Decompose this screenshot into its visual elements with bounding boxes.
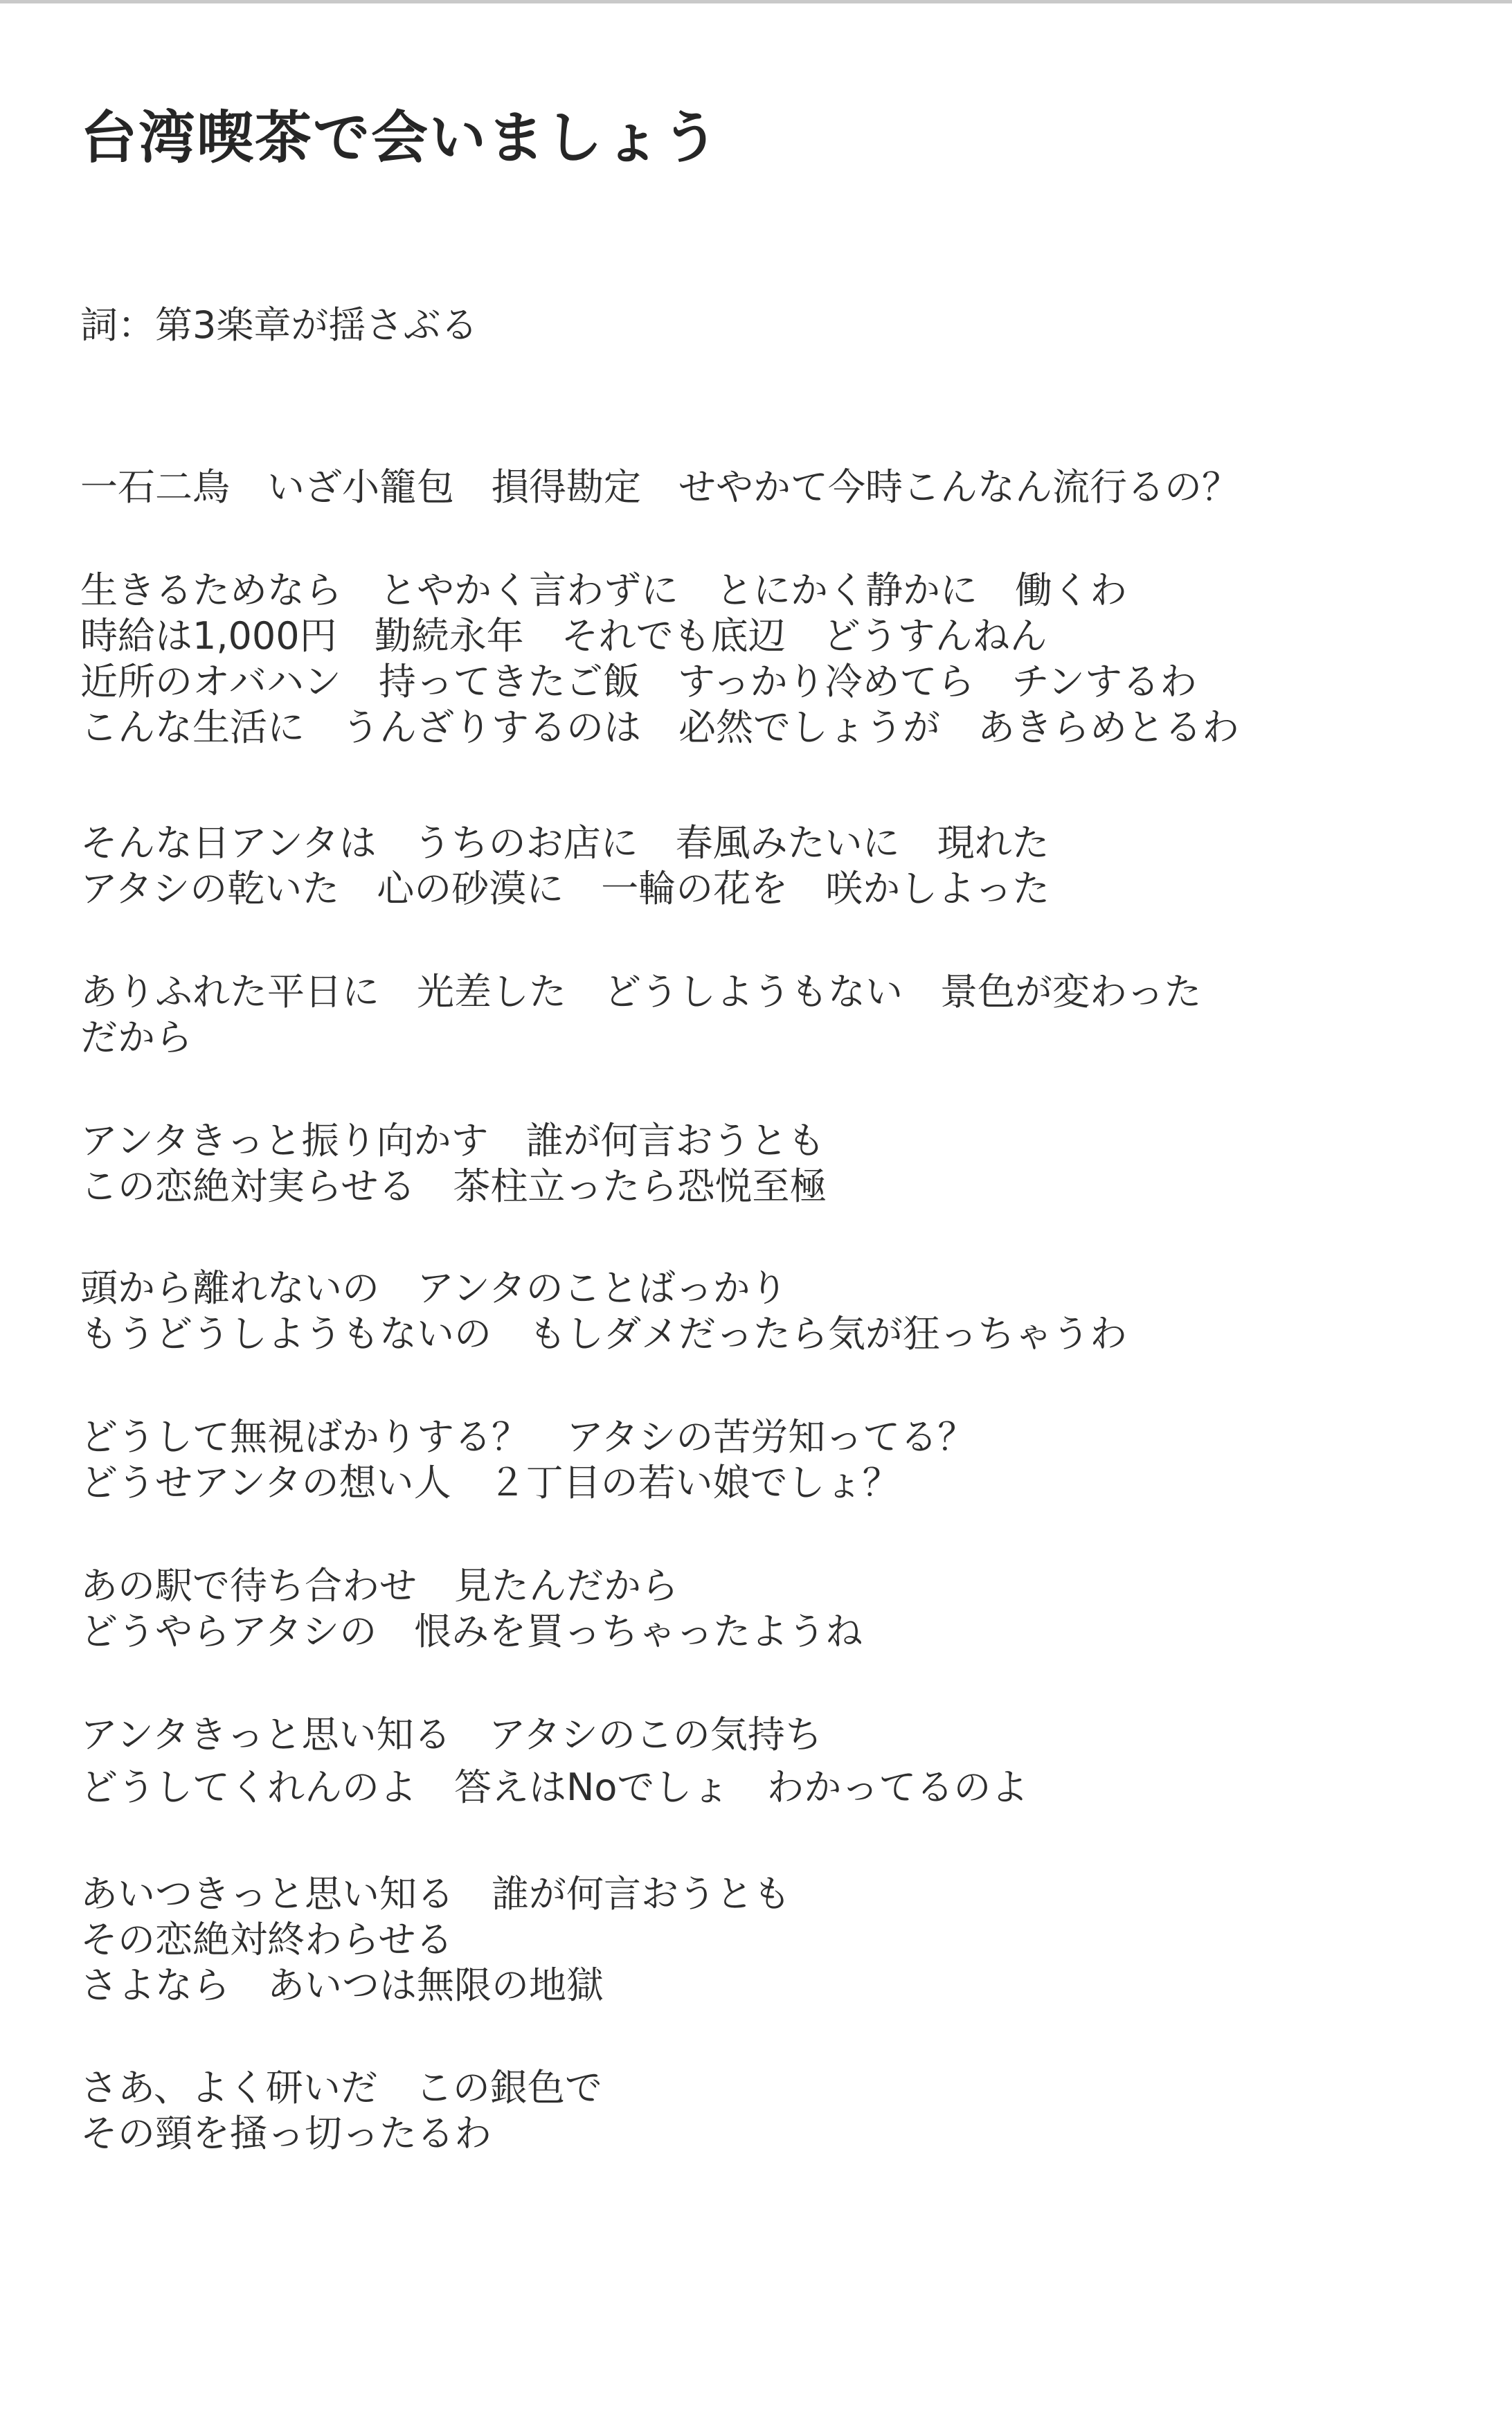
lyric-line: だから — [80, 1016, 192, 1059]
lyric-stanza — [80, 1266, 1127, 1357]
lyric-line: どうして無視ばかりする？ アタシの苦労知ってる？ — [80, 1415, 975, 1459]
lyric-line: アンタきっと振り向かす 誰が何言おうとも — [80, 1119, 825, 1162]
lyric-line: どうせアンタの想い人 ２丁目の若い娘でしょ？ — [80, 1461, 900, 1504]
lyric-line: あの駅で待ち合わせ 見たんだから — [80, 1564, 678, 1608]
lyric-line: どうやらアタシの 恨みを買っちゃったようね — [80, 1610, 863, 1653]
lyric-stanza — [80, 2065, 602, 2157]
lyric-stanza — [80, 1563, 863, 1655]
lyric-line: アンタきっと思い知る アタシのこの気持ち — [80, 1713, 822, 1756]
top-border — [0, 0, 1512, 3]
lyric-line: その頸を掻っ切ったるわ — [80, 2112, 492, 2155]
lyric-stanza — [80, 1712, 1028, 1810]
lyric-stanza — [80, 1118, 827, 1210]
lyricist-credit: 詞：第3楽章が揺さぶる — [80, 303, 478, 347]
lyric-line: アタシの乾いた 心の砂漠に 一輪の花を 咲かしよった — [80, 867, 1050, 910]
lyric-stanza — [80, 969, 1201, 1061]
lyric-line: さよなら あいつは無限の地獄 — [80, 1963, 604, 2007]
lyric-line: その恋絶対終わらせる — [80, 1918, 453, 1961]
lyric-stanza — [80, 1871, 791, 2008]
lyric-line: 近所のオバハン 持ってきたご飯 すっかり冷めてら チンするわ — [80, 660, 1197, 703]
lyric-line: 時給は1,000円 勤続永年 それでも底辺 どうすんねん — [80, 614, 1047, 658]
lyric-line: さあ、よく研いだ この銀色で — [80, 2066, 602, 2110]
lyric-line: 一石二鳥 いざ小籠包 損得勘定 せやかて今時こんなん流行るの？ — [80, 465, 1239, 509]
lyric-stanza — [80, 568, 1239, 750]
lyric-line: こんな生活に うんざりするのは 必然でしょうが あきらめとるわ — [80, 705, 1239, 749]
lyric-line: もうどうしようもないの もしダメだったら気が狂っちゃうわ — [80, 1312, 1127, 1356]
lyric-stanza — [80, 820, 1050, 912]
page-title: 台湾喫茶で会いましょう — [80, 105, 721, 171]
lyric-line: あいつきっと思い知る 誰が何言おうとも — [80, 1872, 791, 1916]
lyric-line: 生きるためなら とやかく言わずに とにかく静かに 働くわ — [80, 568, 1127, 612]
lyric-line: 頭から離れないの アンタのことばっかり — [80, 1266, 788, 1310]
lyric-line: この恋絶対実らせる 茶柱立ったら恐悦至極 — [80, 1164, 827, 1208]
lyric-line: どうしてくれんのよ 答えはNoでしょ わかってるのよ — [80, 1765, 1029, 1809]
lyric-stanza — [80, 1414, 975, 1506]
lyric-line: ありふれた平日に 光差した どうしようもない 景色が変わった — [80, 970, 1202, 1014]
lyric-stanza — [80, 465, 1239, 510]
lyric-line: そんな日アンタは うちのお店に 春風みたいに 現れた — [80, 821, 1050, 865]
